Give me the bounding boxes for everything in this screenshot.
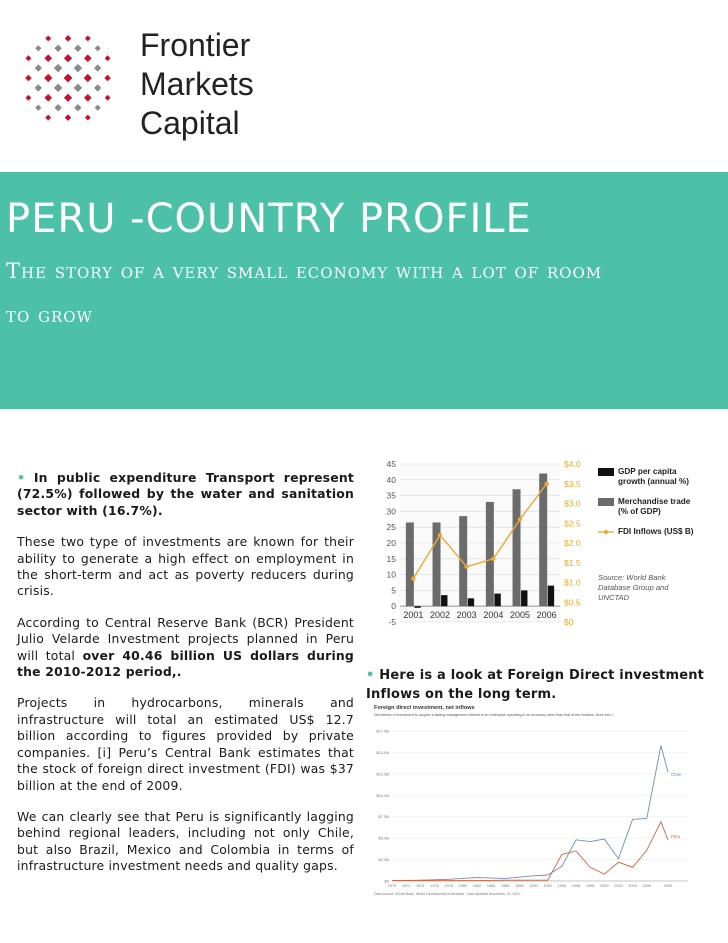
- y2-tick-label: $2.0: [564, 538, 581, 548]
- chart-source-line: Source: World Bank: [598, 573, 666, 582]
- fdi-long-term-chart: [370, 703, 700, 905]
- y-tick-label: 45: [386, 459, 396, 469]
- bullet-icon: •: [17, 470, 26, 485]
- paragraph-2: These two type of investments are known for their ability to generate a high effect on employment in the short-term and act as poverty reducers during crisis.: [17, 534, 354, 599]
- logo-diamond: [35, 64, 42, 71]
- paragraph-3-text: According to Central Reserve Bank (BCR) President Julio Velarde Investment projects planned in Peru will total: [17, 614, 354, 663]
- y-tick-label: 30: [386, 506, 396, 517]
- page-subtitle-line-2: to grow: [6, 303, 93, 327]
- x-tick-label: 1996: [571, 884, 581, 888]
- legend-label: [618, 527, 694, 536]
- series-line-chile: [392, 746, 668, 881]
- logo-diamond: [94, 84, 101, 91]
- y2-tick-label: $4.0: [564, 459, 581, 469]
- y-tick-label: 5: [391, 585, 396, 596]
- x-tick-label: 2000: [600, 884, 609, 888]
- y-tick-label: 25: [386, 522, 396, 533]
- y-tick-label: 35: [386, 490, 396, 501]
- series-label-peru: Peru: [671, 833, 681, 839]
- y-tick-label: $2.5B: [378, 857, 389, 863]
- gdp-bar: [494, 594, 500, 607]
- x-tick-label: 1974: [416, 884, 425, 888]
- y2-tick-label: $0: [564, 617, 574, 627]
- logo-diamond: [25, 75, 31, 81]
- x-tick-label: 1984: [486, 884, 496, 888]
- y-tick-label: $7.5B: [378, 814, 389, 820]
- x-tick-label: 2004: [483, 610, 504, 620]
- paragraph-5: We can clearly see that Peru is significantly lagging behind regional leaders, including not only Chile, but also Brazil, Mexico and Colombia in terms of infrastructure investment needs and quality gaps.: [17, 808, 354, 874]
- y2-tick-label: $0.5: [564, 597, 581, 608]
- legend-label: [618, 497, 691, 516]
- brand-line-2: Markets: [140, 66, 254, 102]
- trade-bar: [539, 473, 547, 606]
- x-tick-label: 2003: [456, 610, 477, 620]
- paragraph-3-emphasis: over 40.46 billion US dollars during the 2010-2012 period,.: [17, 647, 354, 680]
- legend-label-line: Merchandise trade: [618, 497, 691, 506]
- fdi-point: [544, 482, 548, 486]
- gdp-bar: [441, 595, 447, 606]
- x-tick-label: 1988: [515, 884, 524, 888]
- logo-diamond: [74, 64, 82, 72]
- logo-diamond: [105, 55, 111, 61]
- y-tick-label: $17.5B: [376, 728, 389, 734]
- y-tick-label: 20: [386, 538, 396, 548]
- fdi-point: [464, 565, 468, 569]
- y-tick-label: 15: [386, 553, 396, 564]
- trade-fdi-chart: [362, 456, 722, 632]
- fdi-point: [411, 576, 415, 580]
- legend-swatch-point: [604, 530, 608, 534]
- series-label-chile: Chile: [671, 772, 682, 778]
- logo-diamond: [104, 75, 110, 81]
- title-banner: [0, 172, 728, 409]
- logo-diamond: [44, 74, 52, 82]
- y-tick-label: $5.0B: [378, 835, 389, 841]
- logo-diamond: [85, 35, 91, 41]
- x-tick-label: 2005: [509, 610, 531, 620]
- y-tick-label: -5: [388, 617, 396, 627]
- logo-diamond: [94, 64, 101, 71]
- x-tick-label: 1998: [585, 884, 595, 888]
- logo-diamond: [84, 74, 92, 82]
- y2-tick-label: $3.0: [564, 498, 581, 509]
- logo-diamond: [45, 115, 51, 121]
- x-tick-label: 1982: [472, 884, 482, 888]
- chart-source: [598, 573, 669, 602]
- legend-label-line: (% of GDP): [618, 507, 661, 516]
- gdp-bar: [414, 606, 420, 608]
- logo-diamond: [105, 95, 111, 101]
- logo-diamond: [65, 35, 71, 41]
- logo-diamond: [74, 84, 82, 92]
- logo-diamond: [25, 95, 31, 101]
- logo-diamond: [74, 104, 81, 111]
- legend-label-line: FDI Inflows (US$ B): [618, 527, 694, 536]
- logo-diamond: [95, 45, 101, 51]
- logo-diamond: [54, 84, 62, 92]
- paragraph-3: [17, 615, 354, 681]
- logo-diamond: [64, 54, 72, 62]
- chart-subtitle: Net inflows of investment to acquire a lasting management interest in an enterprise operating in an economy other than that of the investor. More info »: [374, 713, 614, 717]
- y2-tick-label: $2.5: [564, 518, 581, 529]
- gdp-bar: [521, 590, 527, 606]
- logo-diamond: [45, 35, 51, 41]
- y-tick-label: 10: [386, 569, 396, 580]
- x-tick-label: 2009: [663, 884, 673, 888]
- logo-diamond: [74, 45, 81, 52]
- y2-tick-label: $3.5: [564, 478, 581, 489]
- legend-swatch: [598, 468, 614, 476]
- page-subtitle-line-1: The story of a very small economy with a lot of room: [6, 259, 603, 283]
- trade-bar: [513, 489, 521, 606]
- chart-source-line: UNCTAD: [598, 593, 630, 602]
- paragraph-1: [17, 470, 354, 519]
- brand-line-3: Capital: [140, 105, 240, 141]
- logo-diamond: [35, 45, 41, 51]
- logo-diamond: [44, 54, 52, 62]
- y-tick-label: 0: [391, 601, 396, 612]
- x-tick-label: 2006: [536, 610, 557, 620]
- legend-label-line: growth (annual %): [618, 477, 689, 486]
- logo-diamond: [35, 105, 41, 111]
- x-tick-label: 2002: [429, 610, 451, 620]
- x-tick-label: 2006: [642, 884, 651, 888]
- logo-diamond: [95, 105, 101, 111]
- y-tick-label: $15.0B: [376, 749, 389, 755]
- gdp-bar: [468, 598, 474, 606]
- x-tick-label: 1992: [543, 884, 552, 888]
- fdi-caption-text: Here is a look at Foreign Direct investment Inflows on the long term.: [366, 668, 705, 702]
- x-tick-label: 2002: [614, 884, 623, 888]
- y-tick-label: $10.0B: [376, 792, 389, 798]
- series-line-peru: [392, 822, 668, 881]
- logo-diamond: [64, 94, 72, 102]
- x-tick-label: 1994: [557, 884, 567, 888]
- logo-diamond: [54, 64, 62, 72]
- logo-diamond: [85, 115, 91, 121]
- logo-diamond: [44, 94, 52, 102]
- page-title: PERU -COUNTRY PROFILE: [6, 196, 532, 242]
- logo-diamond: [54, 104, 61, 111]
- y2-tick-label: $1.0: [564, 577, 581, 588]
- fdi-point: [518, 517, 522, 521]
- logo-diamond: [84, 54, 92, 62]
- company-logo: [12, 22, 124, 134]
- x-tick-label: 2004: [628, 884, 637, 888]
- legend-swatch: [598, 498, 614, 506]
- chart-source-line: Database Group and: [598, 583, 669, 592]
- logo-diamond: [84, 94, 92, 102]
- fdi-point: [491, 557, 495, 561]
- trade-bar: [406, 522, 414, 606]
- x-tick-label: 1970: [387, 884, 397, 888]
- trade-bar: [486, 502, 494, 606]
- trade-bar: [459, 516, 467, 606]
- logo-diamond: [64, 74, 73, 83]
- x-tick-label: 1972: [401, 884, 411, 888]
- gdp-bar: [548, 586, 554, 607]
- x-tick-label: 1990: [529, 884, 538, 888]
- chart-source: Data source: World Bank, World Development Indicators · Last updated November 21, 2012: [374, 892, 521, 896]
- legend-label: [618, 467, 689, 486]
- paragraph-1-text: In public expenditure Transport represent (72.5%) followed by the water and sanitation sector with (16.7%).: [17, 470, 355, 518]
- body-text-column: [17, 470, 354, 890]
- legend-label-line: GDP per capita: [618, 467, 677, 476]
- logo-diamond: [35, 84, 42, 91]
- logo-diamond: [65, 114, 71, 120]
- y-tick-label: 40: [386, 474, 396, 485]
- x-tick-label: 2001: [403, 610, 424, 620]
- brand-line-1: Frontier: [140, 27, 251, 63]
- fdi-point: [438, 533, 442, 537]
- y-tick-label: $0: [384, 878, 389, 884]
- brand-name: [140, 26, 254, 143]
- x-tick-label: 1978: [444, 884, 453, 888]
- chart-title: Foreign direct investment, net inflows: [374, 705, 475, 711]
- x-tick-label: 1986: [501, 884, 510, 888]
- x-tick-label: 1980: [458, 884, 467, 888]
- logo-diamond: [25, 55, 31, 61]
- bullet-icon: •: [366, 668, 375, 683]
- x-tick-label: 1976: [430, 884, 439, 888]
- paragraph-4: Projects in hydrocarbons, minerals and infrastructure will total an estimated US$ 12.7 billion according to figures provided by private companies. [i] Peru’s Central Bank estimates that the stock of foreign direct investment (FDI) was $37 billion at the end of 2009.: [17, 695, 354, 793]
- logo-diamond: [54, 45, 61, 52]
- fdi-caption: [366, 666, 726, 704]
- y2-tick-label: $1.5: [564, 557, 581, 568]
- y-tick-label: $12.5B: [376, 771, 389, 777]
